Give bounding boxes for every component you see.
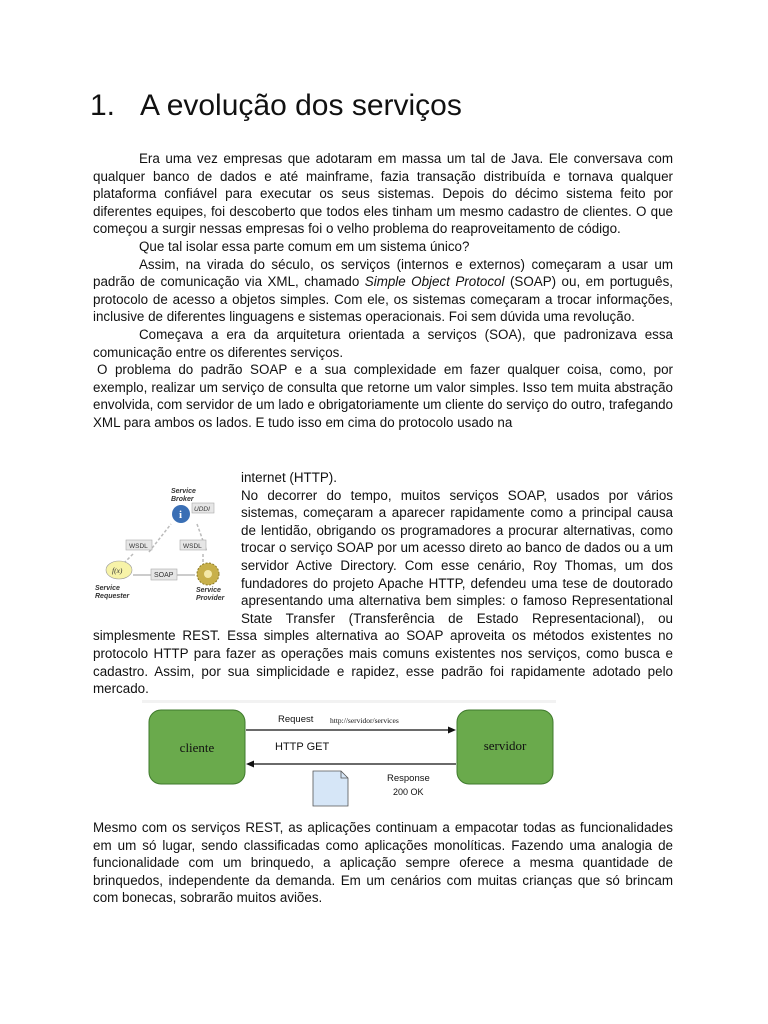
client-label: cliente (179, 740, 215, 755)
paragraph-2: Que tal isolar essa parte comum em um sistema único? (139, 238, 470, 254)
broker-label-line2: Broker (171, 496, 194, 503)
wsdl-left-label: WSDL (129, 543, 148, 550)
wsdl-right-label: WSDL (183, 543, 202, 550)
method-label: HTTP GET (275, 741, 330, 753)
status-label: 200 OK (393, 787, 424, 797)
text-block-monolith (93, 819, 673, 907)
response-label: Response (387, 773, 430, 784)
rest-diagram (142, 700, 556, 812)
paragraph-3-term: Simple Object Protocol (364, 274, 505, 290)
paragraph-5-end: internet (HTTP). (241, 470, 337, 485)
document-icon (313, 771, 348, 806)
paragraph-3 (93, 256, 673, 326)
heading-number: 1. (90, 89, 116, 122)
soa-diagram (93, 486, 241, 612)
paragraph-5: O problema do padrão SOAP e a sua complexidade em fazer qualquer coisa, como, por exemplo, realizar um serviço de consulta que retorne um valor simples. Isso tem muita abstração envolvida, com servidor de um lado e obrigatoriamente um cliente do serviço do outro, trafegando XML para ambos os lados. E tudo isso em cima do protocolo usado na (93, 362, 673, 430)
paragraph-6: No decorrer do tempo, muitos serviços SOAP, usados por vários sistemas, começaram a aparecer rapidamente como a principal causa de lentidão, obrigando os programadores a procurar alternativas, como trocar o serviço SOAP por um acesso direto ao banco de dados ou a um servidor Active Directory. Com esse cenário, Roy Thomas, um dos fundadores do projeto Apache HTTP, defendeu uma tese de doutorado apresentando uma alternativa bem simples: o famoso Representational State Transfer (Transferência de Estado Representacional), ou simplesmente REST. Essa simples alternativa ao SOAP aproveita os métodos existentes no protocolo HTTP para fazer as operações mais comuns existentes nos serviços, como busca e cadastro. Assim, por sua simplicidade e rapidez, esse padrão foi rapidamente adotado pelo mercado. (93, 487, 673, 697)
server-label: servidor (483, 738, 527, 753)
requester-label-line1: Service (95, 585, 120, 592)
provider-label-line2: Provider (196, 595, 225, 602)
text-block-intro (93, 150, 673, 432)
provider-label-line1: Service (196, 587, 221, 594)
heading-title: A evolução dos serviços (140, 89, 462, 122)
request-label: Request (278, 714, 314, 725)
paragraph-4: Começava a era da arquitetura orientada a serviços (SOA), que padronizava essa comunicação entre os diferentes serviços. (93, 326, 673, 360)
uddi-label: UDDI (194, 506, 210, 513)
url-label: http://servidor/services (330, 716, 399, 725)
broker-label-line1: Service (171, 488, 196, 495)
paragraph-3-start: Assim, na virada do século, os serviços (internos e externos) começaram a usar um padrão de comunicação via XML, chamado (93, 256, 673, 290)
paragraph-1: Era uma vez empresas que adotaram em massa um tal de Java. Ele conversava com qualquer banco de dados e até mainframe, fazia transação distribuída e tornava qualquer plataforma confiável para executar os seus sistemas. Depois do décimo sistema feito por diferentes equipes, foi descoberto que todos eles tinham um mesmo cadastro de clientes. O que começou a surgir nessas empresas foi o velho problema do reaproveitamento de código. (93, 151, 673, 237)
paragraph-7: Mesmo com os serviços REST, as aplicações continuam a empacotar todas as funcionalidades em um só lugar, sendo classificadas como aplicações monolíticas. Fazendo uma analogia de funcionalidade com um brinquedo, a aplicação sempre oferece a mesma quantidade de brinquedos, independente da demanda. Em um cenários com muitas crianças que só brincam com bonecas, sobrarão muitos aviões. (93, 820, 673, 906)
fx-label: f(x) (112, 566, 123, 575)
soap-label: SOAP (154, 572, 174, 579)
text-block-soap-rest (93, 469, 673, 698)
section-heading (90, 86, 462, 126)
svg-text:i: i (179, 509, 183, 521)
paragraph-3-end: (SOAP) ou, em português, protocolo de acesso a objetos simples. Com ele, os sistemas começaram a trocar informações, inclusive de diferentes linguagens e sistemas operacionais. Foi sem dúvida uma revolução. (93, 274, 673, 325)
requester-label-line2: Requester (95, 593, 130, 600)
